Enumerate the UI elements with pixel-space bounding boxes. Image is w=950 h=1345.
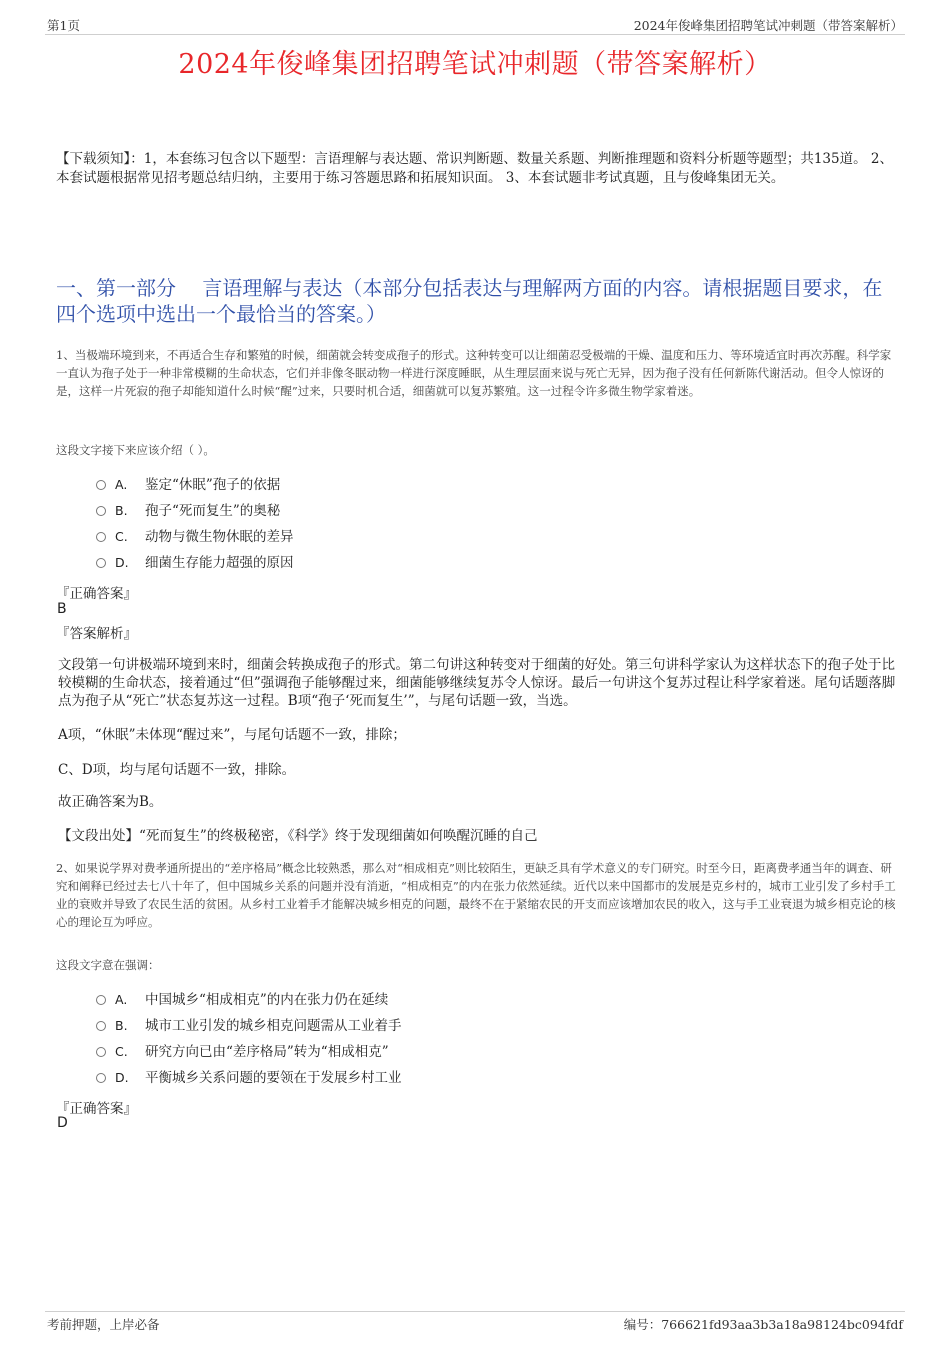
question-1-options <box>96 472 294 576</box>
footer-slogan: 考前押题，上岸必备 <box>47 1317 160 1332</box>
option-a[interactable]: A. 鉴定“休眠”孢子的依据 <box>96 472 294 498</box>
download-notice: 【下载须知】：1，本套练习包含以下题型：言语理解与表达题、常识判断题、数量关系题、判断推理题和资料分析题等题型；共135道。 2、本套试题根据常见招考题总结归纳，主要用于练习答题思路和拓展知识面。 3、本套试题非考试真题，且与俊峰集团无关。 <box>56 151 893 186</box>
analysis-paragraph: 文段第一句讲极端环境到来时，细菌会转换成孢子的形式。第二句讲这种转变对于细菌的好处。第三句讲科学家认为这样状态下的孢子处于比较模糊的生命状态，接着通过“但”强调孢子能够醒过来，细菌能够继续复苏令人惊讶。最后一句讲这个复苏过程让科学家着迷。尾句话题落脚点为孢子从“死亡”状态复苏这一过程。B项“孢子‘死而复生’”，与尾句话题一致，当选。 <box>58 657 896 709</box>
page-title: 2024年俊峰集团招聘笔试冲刺题（带答案解析） <box>178 49 772 80</box>
option-a[interactable]: A. 中国城乡“相成相克”的内在张力仍在延续 <box>96 987 402 1013</box>
option-c[interactable]: C. 动物与微生物休眠的差异 <box>96 524 294 550</box>
radio-icon[interactable] <box>96 1073 106 1083</box>
question-2-answer: D <box>57 1115 68 1131</box>
question-2-options <box>96 987 402 1091</box>
option-b[interactable]: B. 城市工业引发的城乡相克问题需从工业着手 <box>96 1013 402 1039</box>
question-1-answer-label: 『正确答案』 <box>56 586 137 602</box>
radio-icon[interactable] <box>96 480 106 490</box>
question-2-answer-label: 『正确答案』 <box>56 1101 137 1117</box>
question-1-answer: B <box>57 601 67 617</box>
section-title: 一、第一部分 言语理解与表达（本部分包括表达与理解两方面的内容。请根据题目要求，在四个选项中选出一个最恰当的答案。） <box>56 276 883 326</box>
question-1-prompt: 这段文字接下来应该介绍（ ）。 <box>56 443 215 457</box>
radio-icon[interactable] <box>96 995 106 1005</box>
option-c[interactable]: C. 研究方向已由“差序格局”转为“相成相克” <box>96 1039 402 1065</box>
footer-serial: 编号：766621fd93aa3b3a18a98124bc094fdf <box>623 1317 903 1332</box>
question-2-text: 2、如果说学界对费孝通所提出的“差序格局”概念比较熟悉，那么对“相成相克”则比较陌生，更缺乏具有学术意义的专门研究。时至今日，距离费孝通当年的调查、研究和阐释已经过去七八十年了，但中国城乡关系的问题并没有消逝，“相成相克”的内在张力依然延续。近代以来中国都市的发展是克乡村的，城市工业引发了乡村手工业的衰败并导致了农民生活的贫困。从乡村工业着手才能解决城乡相克的问题，最终不在于紧缩农民的开支而应该增加农民的收入，这与手工业衰退为城乡相克论的核心的理论互为呼应。 <box>56 861 896 929</box>
page-footer <box>45 1311 905 1332</box>
analysis-paragraph: 故正确答案为B。 <box>58 794 163 810</box>
analysis-source: 【文段出处】“死而复生”的终极秘密，《科学》终于发现细菌如何唤醒沉睡的自己 <box>58 828 538 844</box>
radio-icon[interactable] <box>96 506 106 516</box>
radio-icon[interactable] <box>96 1021 106 1031</box>
radio-icon[interactable] <box>96 1047 106 1057</box>
radio-icon[interactable] <box>96 532 106 542</box>
radio-icon[interactable] <box>96 558 106 568</box>
question-1-text: 1、当极端环境到来，不再适合生存和繁殖的时候，细菌就会转变成孢子的形式。这种转变可以让细菌忍受极端的干燥、温度和压力、等环境适宜时再次苏醒。科学家一直认为孢子处于一种非常模糊的生命状态，它们并非像冬眠动物一样进行深度睡眠，从生理层面来说与死亡无异，因为孢子没有任何新陈代谢活动。但令人惊讶的是，这样一片死寂的孢子却能知道什么时候“醒”过来，只要时机合适，细菌就可以复苏繁殖。这一过程令许多微生物学家着迷。 <box>56 348 892 398</box>
question-1-analysis-label: 『答案解析』 <box>56 626 137 642</box>
option-b[interactable]: B. 孢子“死而复生”的奥秘 <box>96 498 294 524</box>
page-number: 第1页 <box>47 18 80 33</box>
analysis-paragraph: C、D项，均与尾句话题不一致，排除。 <box>58 762 296 778</box>
question-2-prompt: 这段文字意在强调： <box>56 958 160 972</box>
option-d[interactable]: D. 平衡城乡关系问题的要领在于发展乡村工业 <box>96 1065 402 1091</box>
analysis-paragraph: A项，“休眠”未体现“醒过来”，与尾句话题不一致，排除； <box>58 727 406 743</box>
option-d[interactable]: D. 细菌生存能力超强的原因 <box>96 550 294 576</box>
page-header <box>45 14 905 35</box>
header-doc-name: 2024年俊峰集团招聘笔试冲刺题（带答案解析） <box>633 18 903 33</box>
